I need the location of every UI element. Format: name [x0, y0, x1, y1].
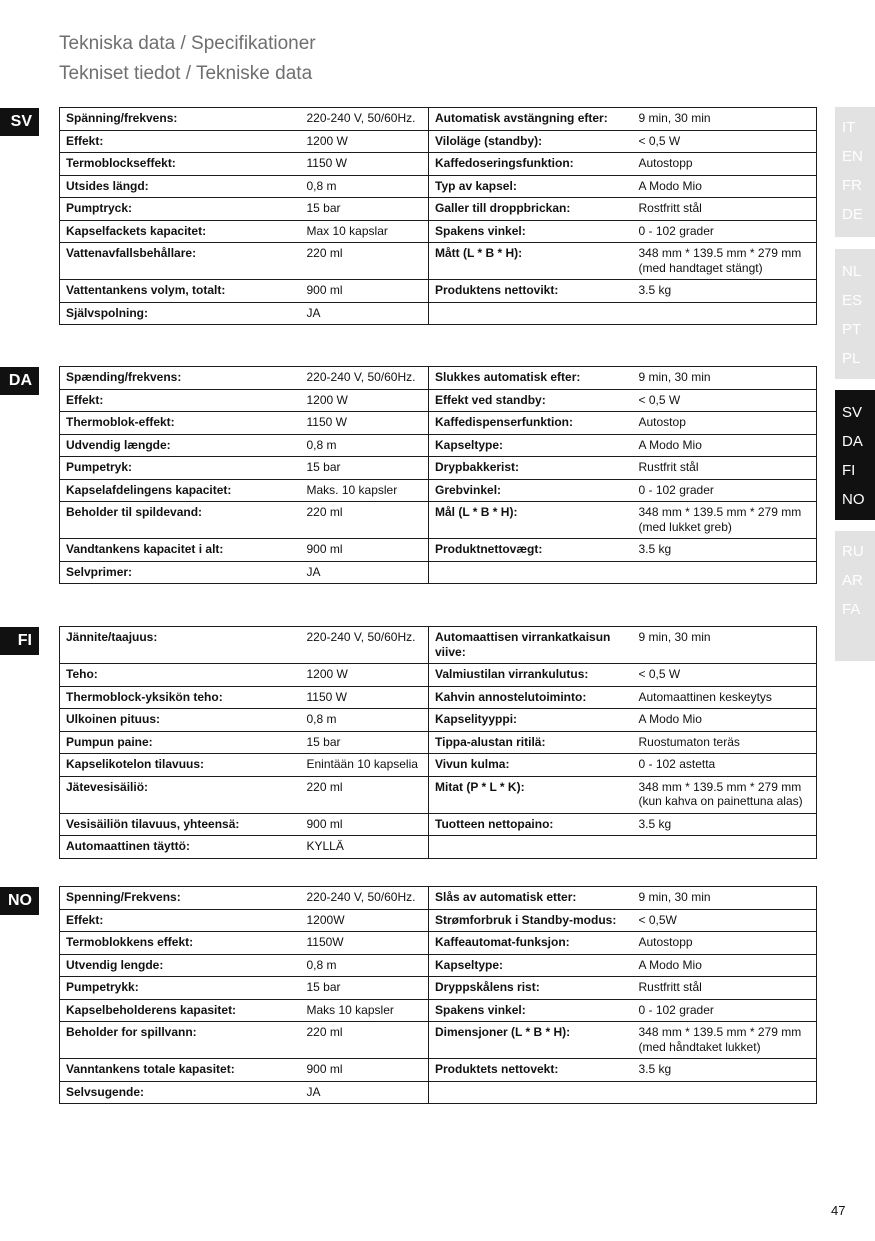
table-row [60, 754, 817, 777]
spec-label: Automaattinen täyttö: [60, 836, 301, 859]
spec-table-no [59, 886, 817, 1104]
language-tab-nl[interactable]: NL [842, 263, 862, 280]
spec-label: Kaffedoseringsfunktion: [429, 153, 633, 176]
spec-label: Vandtankens kapacitet i alt: [60, 539, 301, 562]
spec-label: Kapseltype: [429, 434, 633, 457]
language-tab-ar[interactable]: AR [842, 572, 863, 589]
spec-value: Rostfritt stål [633, 198, 817, 221]
spec-label: Beholder for spillvann: [60, 1022, 301, 1059]
language-tab-it[interactable]: IT [842, 119, 856, 136]
spec-value: Autostop [633, 412, 817, 435]
spec-label: Pumpetrykk: [60, 977, 301, 1000]
table-row [60, 243, 817, 280]
table-row [60, 367, 817, 390]
spec-label: Typ av kapsel: [429, 175, 633, 198]
language-tab-fi[interactable]: FI [842, 462, 856, 479]
language-tab-de[interactable]: DE [842, 206, 863, 223]
spec-value: 1150W [301, 932, 429, 955]
spec-label: Självspolning: [60, 302, 301, 325]
spec-value: Automaattinen keskeytys [633, 686, 817, 709]
spec-value: A Modo Mio [633, 434, 817, 457]
spec-value: 3.5 kg [633, 280, 817, 303]
spec-label: Produktens nettovikt: [429, 280, 633, 303]
table-row [60, 108, 817, 131]
spec-value: 348 mm * 139.5 mm * 279 mm (med håndtaket lukket) [633, 1022, 817, 1059]
spec-label: Mått (L * B * H): [429, 243, 633, 280]
spec-label: Kaffedispenserfunktion: [429, 412, 633, 435]
spec-value: 348 mm * 139.5 mm * 279 mm (kun kahva on painettuna alas) [633, 776, 817, 813]
spec-label [429, 836, 633, 859]
language-tab-pl[interactable]: PL [842, 350, 861, 367]
spec-value: 1200W [301, 909, 429, 932]
table-row [60, 280, 817, 303]
spec-label: Strømforbruk i Standby-modus: [429, 909, 633, 932]
table-row [60, 457, 817, 480]
spec-value: 220-240 V, 50/60Hz. [301, 627, 429, 664]
spec-label: Spakens vinkel: [429, 999, 633, 1022]
spec-label: Produktets nettovekt: [429, 1059, 633, 1082]
spec-value: 1150 W [301, 153, 429, 176]
spec-label: Selvprimer: [60, 561, 301, 584]
spec-value: JA [301, 302, 429, 325]
page-title: Tekniska data / Specifikationer [59, 33, 316, 54]
spec-value: 0,8 m [301, 954, 429, 977]
table-row [60, 175, 817, 198]
spec-label: Effekt: [60, 389, 301, 412]
spec-value: 15 bar [301, 457, 429, 480]
table-row [60, 198, 817, 221]
spec-label: Valmiustilan virrankulutus: [429, 664, 633, 687]
spec-label: Kapselikotelon tilavuus: [60, 754, 301, 777]
spec-label: Teho: [60, 664, 301, 687]
language-tab-no[interactable]: NO [842, 491, 865, 508]
spec-value: Maks 10 kapsler [301, 999, 429, 1022]
spec-label: Kahvin annostelutoiminto: [429, 686, 633, 709]
spec-label: Viloläge (standby): [429, 130, 633, 153]
language-tab-group [835, 390, 875, 520]
spec-value: < 0,5W [633, 909, 817, 932]
spec-value: 220-240 V, 50/60Hz. [301, 108, 429, 131]
spec-label: Vivun kulma: [429, 754, 633, 777]
table-row [60, 999, 817, 1022]
spec-value: 3.5 kg [633, 813, 817, 836]
spec-value: 0 - 102 astetta [633, 754, 817, 777]
table-row [60, 1022, 817, 1059]
spec-label: Mål (L * B * H): [429, 502, 633, 539]
spec-value: 0,8 m [301, 709, 429, 732]
table-row [60, 389, 817, 412]
spec-label: Thermoblock-yksikön teho: [60, 686, 301, 709]
spec-value: 220 ml [301, 502, 429, 539]
spec-value: Maks. 10 kapsler [301, 479, 429, 502]
language-tab-da[interactable]: DA [842, 433, 863, 450]
spec-value: 9 min, 30 min [633, 367, 817, 390]
spec-value: < 0,5 W [633, 130, 817, 153]
language-tab-es[interactable]: ES [842, 292, 863, 309]
spec-value: 0,8 m [301, 434, 429, 457]
spec-label [429, 561, 633, 584]
spec-value: Enintään 10 kapselia [301, 754, 429, 777]
spec-label: Automaattisen virrankatkaisun viive: [429, 627, 633, 664]
spec-label: Ulkoinen pituus: [60, 709, 301, 732]
language-tab-group [835, 107, 875, 237]
spec-value [633, 836, 817, 859]
spec-value: 220-240 V, 50/60Hz. [301, 887, 429, 910]
spec-value: 0 - 102 grader [633, 999, 817, 1022]
spec-value: Rustfrit stål [633, 457, 817, 480]
spec-value: 9 min, 30 min [633, 108, 817, 131]
spec-value: 220-240 V, 50/60Hz. [301, 367, 429, 390]
language-label-da: DA [0, 367, 39, 395]
spec-label: Pumpun paine: [60, 731, 301, 754]
language-label-fi: FI [0, 627, 39, 655]
spec-label: Slukkes automatisk efter: [429, 367, 633, 390]
page-subtitle: Tekniset tiedot / Tekniske data [59, 63, 313, 84]
spec-value: 3.5 kg [633, 1059, 817, 1082]
spec-label: Utsides längd: [60, 175, 301, 198]
spec-label: Jännite/taajuus: [60, 627, 301, 664]
spec-value: KYLLÄ [301, 836, 429, 859]
table-row [60, 776, 817, 813]
spec-value: 9 min, 30 min [633, 887, 817, 910]
spec-label: Jätevesisäiliö: [60, 776, 301, 813]
spec-label: Spenning/Frekvens: [60, 887, 301, 910]
spec-value: 348 mm * 139.5 mm * 279 mm (med lukket greb) [633, 502, 817, 539]
spec-label: Beholder til spildevand: [60, 502, 301, 539]
table-row [60, 220, 817, 243]
spec-label: Kapselbeholderens kapasitet: [60, 999, 301, 1022]
spec-value: Autostopp [633, 932, 817, 955]
spec-value: 0,8 m [301, 175, 429, 198]
spec-value: 1200 W [301, 389, 429, 412]
spec-value: 9 min, 30 min [633, 627, 817, 664]
spec-label [429, 302, 633, 325]
spec-value: 900 ml [301, 813, 429, 836]
table-row [60, 1081, 817, 1104]
table-row [60, 130, 817, 153]
spec-label: Tuotteen nettopaino: [429, 813, 633, 836]
table-row [60, 664, 817, 687]
spec-value: 900 ml [301, 280, 429, 303]
spec-value: Rustfritt stål [633, 977, 817, 1000]
spec-value: 0 - 102 grader [633, 220, 817, 243]
spec-label: Kaffeautomat-funksjon: [429, 932, 633, 955]
table-row [60, 954, 817, 977]
spec-value: 15 bar [301, 198, 429, 221]
spec-value: A Modo Mio [633, 954, 817, 977]
spec-label: Thermoblok-effekt: [60, 412, 301, 435]
spec-label: Udvendig længde: [60, 434, 301, 457]
table-row [60, 977, 817, 1000]
spec-label: Kapseltype: [429, 954, 633, 977]
spec-label: Vattenavfallsbehållare: [60, 243, 301, 280]
spec-value: Autostopp [633, 153, 817, 176]
table-row [60, 686, 817, 709]
spec-label: Pumptryck: [60, 198, 301, 221]
table-row [60, 813, 817, 836]
spec-table-da [59, 366, 817, 584]
spec-label: Vanntankens totale kapasitet: [60, 1059, 301, 1082]
spec-label: Automatisk avstängning efter: [429, 108, 633, 131]
language-tab-group [835, 531, 875, 661]
language-tab-fr[interactable]: FR [842, 177, 862, 194]
language-tab-en[interactable]: EN [842, 148, 863, 165]
spec-value: 900 ml [301, 539, 429, 562]
table-row [60, 479, 817, 502]
spec-value: 220 ml [301, 243, 429, 280]
table-row [60, 909, 817, 932]
language-tab-pt[interactable]: PT [842, 321, 862, 338]
spec-value: 15 bar [301, 731, 429, 754]
spec-value: A Modo Mio [633, 175, 817, 198]
language-tab-group [835, 249, 875, 379]
spec-label: Tippa-alustan ritilä: [429, 731, 633, 754]
table-row [60, 627, 817, 664]
spec-value: 348 mm * 139.5 mm * 279 mm (med handtaget stängt) [633, 243, 817, 280]
table-row [60, 731, 817, 754]
spec-value: 1200 W [301, 130, 429, 153]
spec-label: Produktnettovægt: [429, 539, 633, 562]
spec-table-sv [59, 107, 817, 325]
table-row [60, 1059, 817, 1082]
table-row [60, 836, 817, 859]
spec-label: Termoblokkens effekt: [60, 932, 301, 955]
table-row [60, 561, 817, 584]
spec-label: Spænding/frekvens: [60, 367, 301, 390]
table-row [60, 153, 817, 176]
table-row [60, 709, 817, 732]
spec-label: Vesisäiliön tilavuus, yhteensä: [60, 813, 301, 836]
spec-label: Kapselafdelingens kapacitet: [60, 479, 301, 502]
spec-label: Vattentankens volym, totalt: [60, 280, 301, 303]
spec-value [633, 561, 817, 584]
spec-label: Kapselfackets kapacitet: [60, 220, 301, 243]
spec-value [633, 302, 817, 325]
spec-value: 220 ml [301, 776, 429, 813]
table-row [60, 539, 817, 562]
language-tab-fa[interactable]: FA [842, 601, 861, 618]
spec-value: Max 10 kapslar [301, 220, 429, 243]
language-label-sv: SV [0, 108, 39, 136]
spec-label: Effekt: [60, 130, 301, 153]
spec-label: Kapselityyppi: [429, 709, 633, 732]
language-tab-ru[interactable]: RU [842, 543, 864, 560]
spec-table-fi [59, 626, 817, 859]
spec-label: Grebvinkel: [429, 479, 633, 502]
table-row [60, 502, 817, 539]
spec-label: Spänning/frekvens: [60, 108, 301, 131]
spec-label: Utvendig lengde: [60, 954, 301, 977]
spec-value: 1150 W [301, 686, 429, 709]
table-row [60, 412, 817, 435]
spec-label [429, 1081, 633, 1104]
language-label-no: NO [0, 887, 39, 915]
spec-label: Effekt: [60, 909, 301, 932]
spec-value: 15 bar [301, 977, 429, 1000]
spec-value: JA [301, 561, 429, 584]
spec-label: Effekt ved standby: [429, 389, 633, 412]
spec-value: 0 - 102 grader [633, 479, 817, 502]
spec-value: JA [301, 1081, 429, 1104]
spec-label: Galler till droppbrickan: [429, 198, 633, 221]
spec-label: Drypbakkerist: [429, 457, 633, 480]
spec-value: 3.5 kg [633, 539, 817, 562]
spec-value: 220 ml [301, 1022, 429, 1059]
spec-label: Mitat (P * L * K): [429, 776, 633, 813]
table-row [60, 434, 817, 457]
spec-value [633, 1081, 817, 1104]
spec-label: Spakens vinkel: [429, 220, 633, 243]
spec-value: 900 ml [301, 1059, 429, 1082]
table-row [60, 302, 817, 325]
spec-value: 1200 W [301, 664, 429, 687]
spec-value: < 0,5 W [633, 389, 817, 412]
spec-label: Selvsugende: [60, 1081, 301, 1104]
spec-label: Dryppskålens rist: [429, 977, 633, 1000]
spec-value: Ruostumaton teräs [633, 731, 817, 754]
spec-label: Slås av automatisk etter: [429, 887, 633, 910]
spec-label: Pumpetryk: [60, 457, 301, 480]
spec-label: Dimensjoner (L * B * H): [429, 1022, 633, 1059]
language-tab-sv[interactable]: SV [842, 404, 863, 421]
spec-label: Termoblockseffekt: [60, 153, 301, 176]
spec-value: A Modo Mio [633, 709, 817, 732]
table-row [60, 932, 817, 955]
spec-value: 1150 W [301, 412, 429, 435]
spec-value: < 0,5 W [633, 664, 817, 687]
table-row [60, 887, 817, 910]
page-number: 47 [831, 1203, 846, 1218]
